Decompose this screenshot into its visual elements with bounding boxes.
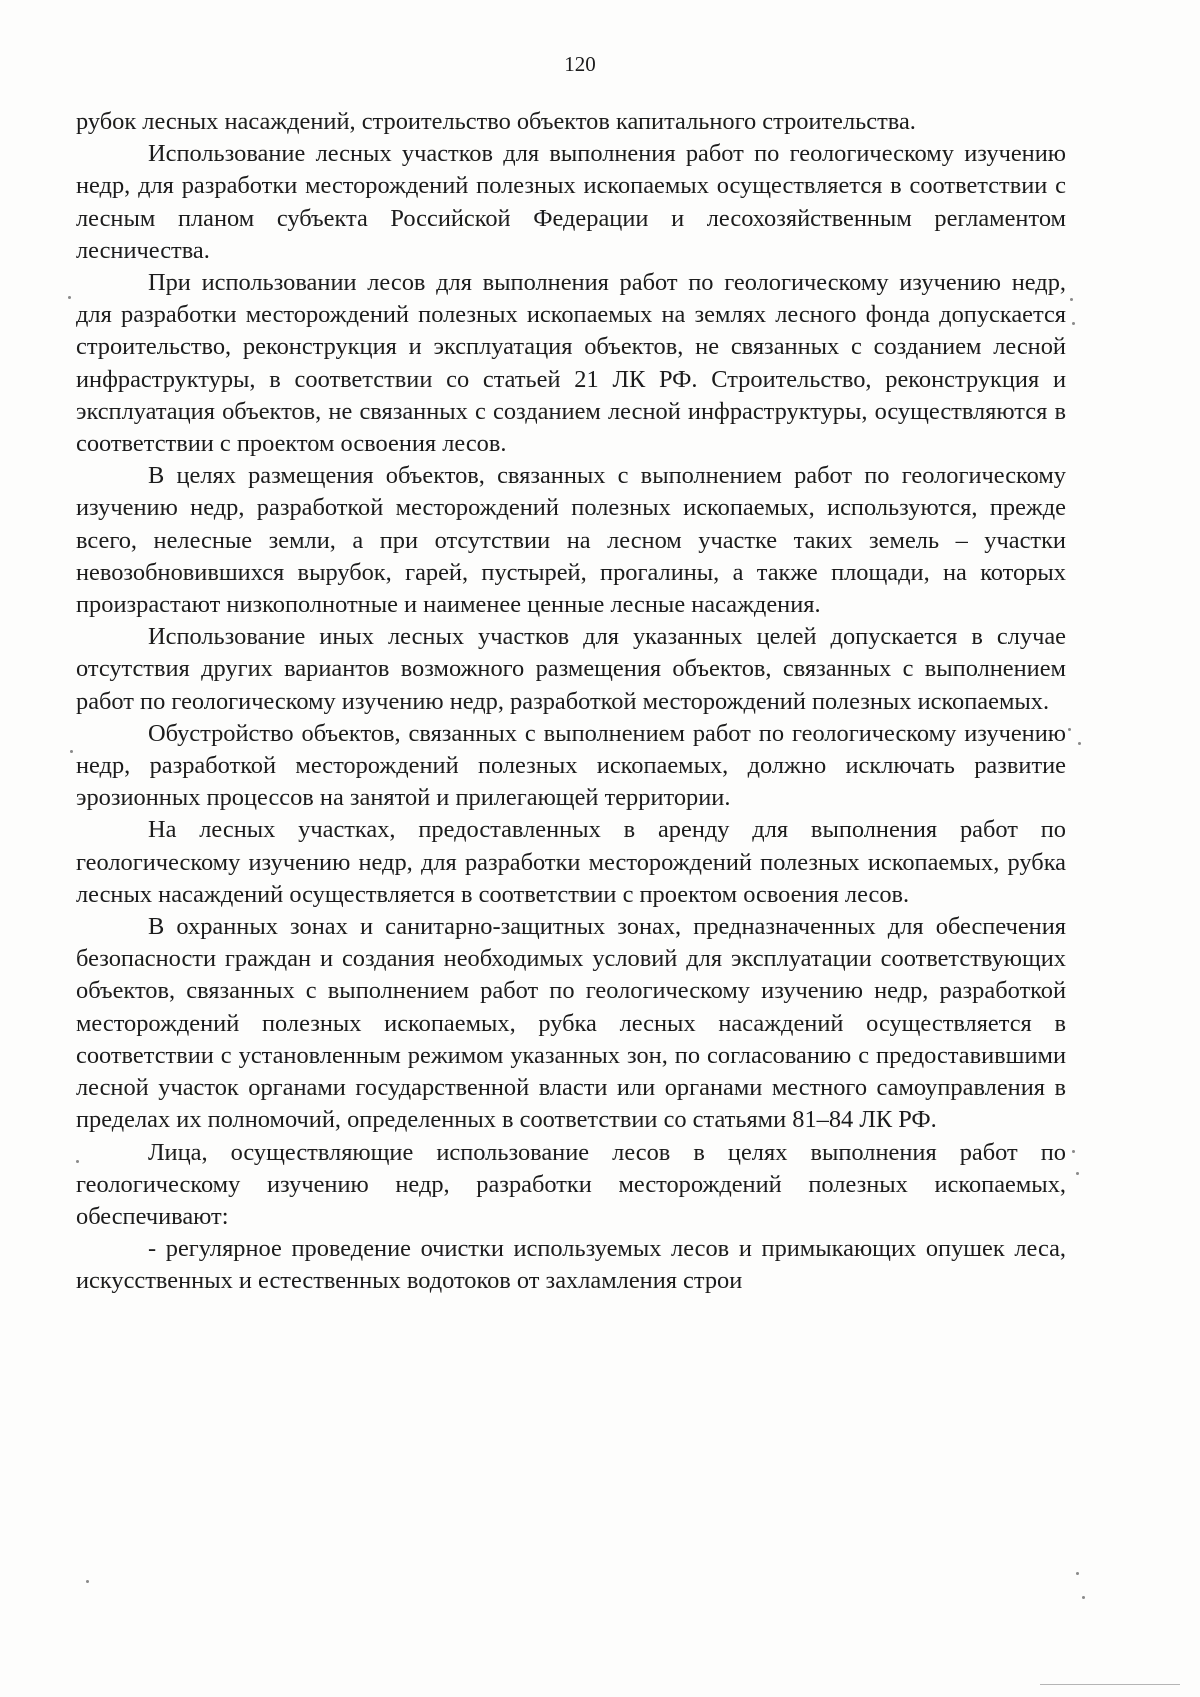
body-text (76, 106, 1066, 1298)
scan-dust-mark (1068, 728, 1071, 731)
paragraph: Использование иных лесных участков для указанных целей допускается в случае отсутствия других вариантов возможного размещения объектов, связанных с выполнением работ по геологическому изучению недр, разработкой месторождений полезных ископаемых. (76, 623, 1066, 715)
scan-dust-mark (1072, 322, 1075, 325)
scan-dust-mark (86, 1580, 89, 1583)
scan-dust-mark (68, 296, 71, 299)
paragraph: Лица, осуществляющие использование лесов в целях выполнения работ по геологическому изучению недр, разработки месторождений полезных ископаемых, обеспечивают: (76, 1138, 1066, 1230)
scan-dust-mark (76, 1160, 79, 1163)
scan-dust-mark (70, 750, 73, 753)
paragraph: Использование лесных участков для выполнения работ по геологическому изучению недр, для разработки месторождений полезных ископаемых осуществляется в соответствии с лесным планом субъекта Российской Федерации и лесохозяйственным регламентом лесничества. (76, 140, 1066, 264)
scan-dust-mark (1070, 298, 1073, 301)
paragraph-continuation: рубок лесных насаждений, строительство объектов капитального строительства. (76, 108, 916, 135)
scan-dust-mark (1076, 1172, 1079, 1175)
paragraph: При использовании лесов для выполнения работ по геологическому изучению недр, для разработки месторождений полезных ископаемых на землях лесного фонда допускается строительство, реконструкция и эксплуатация объектов, не связанных с созданием лесной инфраструктуры, в соответствии со статьей 21 ЛК РФ. Строительство, реконструкция и эксплуатация объектов, не связанных с созданием лесной инфраструктуры, осуществляются в соответствии с проектом освоения лесов. (76, 269, 1066, 458)
scan-edge-line (1040, 1684, 1180, 1685)
scan-dust-mark (1072, 1150, 1075, 1153)
list-item: - регулярное проведение очистки используемых лесов и примыкающих опушек леса, искусственных и естественных водотоков от захламления строи (76, 1235, 1066, 1295)
scan-dust-mark (1082, 1596, 1085, 1599)
paragraph: В охранных зонах и санитарно-защитных зонах, предназначенных для обеспечения безопасности граждан и создания необходимых условий для эксплуатации соответствующих объектов, связанных с выполнением работ по геологическому изучению недр, разработкой месторождений полезных ископаемых, рубка лесных насаждений осуществляется в соответствии с установленным режимом указанных зон, по согласованию с предоставившими лесной участок органами государственной власти или органами местного самоуправления в пределах их полномочий, определенных в соответствии со статьями 81–84 ЛК РФ. (76, 913, 1066, 1134)
paragraph: Обустройство объектов, связанных с выполнением работ по геологическому изучению недр, разработкой месторождений полезных ископаемых, должно исключать развитие эрозионных процессов на занятой и прилегающей территории. (76, 719, 1066, 812)
paragraph: В целях размещения объектов, связанных с выполнением работ по геологическому изучению недр, разработкой месторождений полезных ископаемых, используются, прежде всего, нелесные земли, а при отсутствии на лесном участке таких земель – участки невозобновившихся вырубок, гарей, пустырей, прогалины, а также площади, на которых произрастают низкополнотные и наименее ценные лесные насаждения. (76, 462, 1066, 619)
page-number: 120 (564, 52, 596, 76)
scan-dust-mark (1078, 742, 1081, 745)
paragraph: На лесных участках, предоставленных в аренду для выполнения работ по геологическому изучению недр, для разработки месторождений полезных ископаемых, рубка лесных насаждений осуществляется в соответствии с проектом освоения лесов. (76, 816, 1066, 908)
scan-dust-mark (1076, 1572, 1079, 1575)
